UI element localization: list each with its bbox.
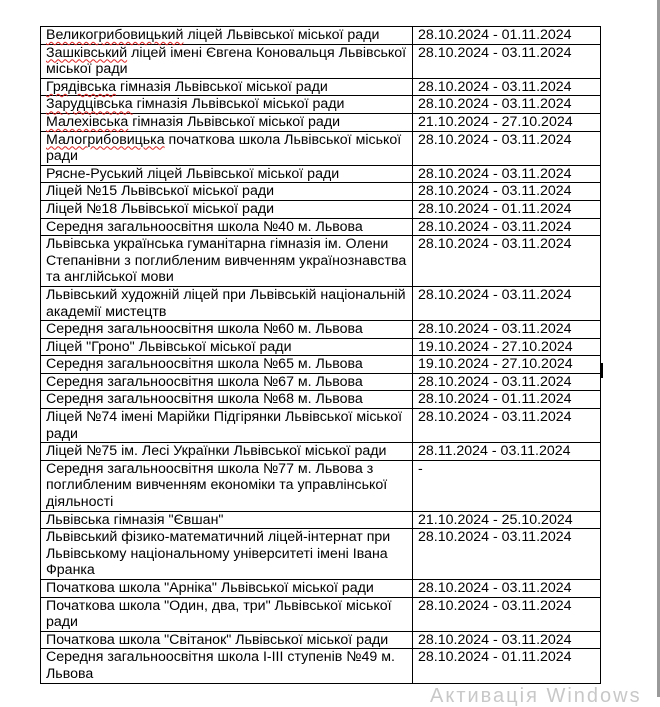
table-row	[41, 391, 601, 409]
date-range-cell[interactable]: 21.10.2024 - 25.10.2024	[413, 511, 601, 529]
spellcheck-flagged-word: Малогрибовицька	[46, 131, 165, 148]
school-name-cell[interactable]	[41, 460, 413, 511]
school-name-cell[interactable]	[41, 409, 413, 443]
date-range-cell[interactable]: 28.10.2024 - 03.11.2024	[413, 131, 601, 165]
school-name-cell[interactable]	[41, 286, 413, 320]
date-range-cell[interactable]: 28.10.2024 - 01.11.2024	[413, 200, 601, 218]
date-range-cell[interactable]: 28.10.2024 - 01.11.2024	[413, 391, 601, 409]
school-name-cell[interactable]	[41, 529, 413, 580]
table-row	[41, 200, 601, 218]
table-row	[41, 183, 601, 201]
date-range-cell[interactable]: 28.10.2024 - 03.11.2024	[413, 96, 601, 114]
school-name: Ліцей №15 Львівської міської ради	[46, 183, 275, 200]
date-range-cell[interactable]: 28.10.2024 - 03.11.2024	[413, 409, 601, 443]
school-name: Рясне-Руський ліцей Львівської міської ради	[46, 165, 340, 182]
schedule-table	[40, 26, 601, 684]
school-name: ліцей імені Євгена Коновальця Львівської міської ради	[46, 44, 407, 78]
date-range-cell[interactable]: 28.10.2024 - 03.11.2024	[413, 218, 601, 236]
table-row	[41, 529, 601, 580]
table-row	[41, 286, 601, 320]
school-name-cell[interactable]	[41, 649, 413, 683]
date-range-cell[interactable]: 19.10.2024 - 27.10.2024	[413, 356, 601, 374]
school-name: Середня загальноосвітня школа №67 м. Львова	[46, 373, 363, 390]
date-range-cell[interactable]: 19.10.2024 - 27.10.2024	[413, 338, 601, 356]
school-name: Початкова школа "Один, два, три" Львівської міської ради	[46, 597, 392, 631]
school-name: Початкова школа "Світанок" Львівської міської ради	[46, 631, 389, 648]
date-range-cell[interactable]: -	[413, 460, 601, 511]
date-range-cell[interactable]: 21.10.2024 - 27.10.2024	[413, 113, 601, 131]
table-row	[41, 27, 601, 45]
school-name-cell[interactable]	[41, 183, 413, 201]
table-row	[41, 356, 601, 374]
school-name: Початкова школа "Арніка" Львівської міської ради	[46, 580, 374, 596]
school-name: гімназія Львівської міської ради	[132, 96, 345, 113]
school-name: Середня загальноосвітня школа №60 м. Львова	[46, 321, 363, 338]
date-range-cell[interactable]: 28.10.2024 - 03.11.2024	[413, 78, 601, 96]
date-range-cell[interactable]: 28.10.2024 - 03.11.2024	[413, 529, 601, 580]
table-row	[41, 373, 601, 391]
school-name-cell[interactable]	[41, 511, 413, 529]
school-name: Львівський художній ліцей при Львівській національній академії мистецтв	[46, 286, 406, 320]
school-name: Ліцей №18 Львівської міської ради	[46, 200, 275, 217]
date-range-cell[interactable]: 28.10.2024 - 03.11.2024	[413, 165, 601, 183]
school-name-cell[interactable]	[41, 443, 413, 461]
spellcheck-flagged-word: Малехівська	[46, 113, 129, 130]
table-row	[41, 338, 601, 356]
table-row	[41, 96, 601, 114]
spellcheck-flagged-word: Зарудцівська	[46, 96, 133, 113]
spellcheck-flagged-word: Грядівська	[46, 78, 117, 95]
date-range-cell[interactable]: 28.10.2024 - 03.11.2024	[413, 373, 601, 391]
date-range-cell[interactable]: 28.10.2024 - 03.11.2024	[413, 44, 601, 78]
date-range-cell[interactable]: 28.10.2024 - 01.11.2024	[413, 649, 601, 683]
school-name: Середня загальноосвітня школа І-ІІІ ступенів №49 м. Львова	[46, 649, 395, 682]
school-name: початкова школа Львівської міської ради	[46, 131, 402, 165]
school-name-cell[interactable]	[41, 338, 413, 356]
table-row	[41, 236, 601, 287]
date-range-cell[interactable]: 28.11.2024 - 03.11.2024	[413, 443, 601, 461]
school-name-cell[interactable]	[41, 236, 413, 287]
spellcheck-flagged-word: Зашківський	[46, 44, 128, 61]
school-name-cell[interactable]	[41, 165, 413, 183]
table-row	[41, 409, 601, 443]
text-cursor	[601, 363, 603, 378]
table-row	[41, 218, 601, 236]
date-range-cell[interactable]: 28.10.2024 - 01.11.2024	[413, 27, 601, 45]
date-range-cell[interactable]: 28.10.2024 - 03.11.2024	[413, 236, 601, 287]
school-name: Середня загальноосвітня школа №77 м. Львова з поглибленим вивченням економіки та управлінської діяльності	[46, 460, 388, 511]
school-name-cell[interactable]	[41, 391, 413, 409]
table-row	[41, 580, 601, 598]
school-name-cell[interactable]	[41, 580, 413, 598]
table-row	[41, 460, 601, 511]
school-name-cell[interactable]	[41, 96, 413, 114]
table-row	[41, 649, 601, 683]
table-row	[41, 321, 601, 339]
table-row	[41, 511, 601, 529]
school-name-cell[interactable]	[41, 597, 413, 631]
date-range-cell[interactable]: 28.10.2024 - 03.11.2024	[413, 631, 601, 649]
school-name-cell[interactable]	[41, 218, 413, 236]
date-range-cell[interactable]: 28.10.2024 - 03.11.2024	[413, 597, 601, 631]
school-name-cell[interactable]	[41, 131, 413, 165]
date-range-cell[interactable]: 28.10.2024 - 03.11.2024	[413, 321, 601, 339]
school-name: гімназія Львівської міської ради	[116, 78, 328, 95]
school-name: Ліцей "Гроно" Львівської міської ради	[46, 338, 292, 355]
table-row	[41, 131, 601, 165]
school-name: Ліцей №75 ім. Лесі Українки Львівської міської ради	[46, 443, 387, 460]
school-name: ліцей Львівської міської ради	[183, 27, 380, 43]
activation-watermark: Активація Windows	[430, 685, 642, 707]
school-name: Львівська українська гуманітарна гімназія ім. Олени Степанівни з поглибленим вивченням українознавства та англійської мови	[46, 236, 407, 286]
school-name-cell[interactable]	[41, 113, 413, 131]
date-range-cell[interactable]: 28.10.2024 - 03.11.2024	[413, 286, 601, 320]
table-row	[41, 113, 601, 131]
school-name-cell[interactable]	[41, 356, 413, 374]
school-name-cell[interactable]	[41, 44, 413, 78]
school-name: Середня загальноосвітня школа №65 м. Львова	[46, 356, 363, 373]
school-name-cell[interactable]	[41, 631, 413, 649]
school-name-cell[interactable]	[41, 78, 413, 96]
date-range-cell[interactable]: 28.10.2024 - 03.11.2024	[413, 580, 601, 598]
table-row	[41, 631, 601, 649]
school-name-cell[interactable]	[41, 373, 413, 391]
school-name: Львівський фізико-математичний ліцей-інтернат при Львівському національному університеті імені Івана Франка	[46, 529, 391, 579]
school-name-cell[interactable]	[41, 321, 413, 339]
spellcheck-flagged-word: Великогрибовицький	[46, 27, 184, 43]
school-name: Ліцей №74 імені Марійки Підгірянки Львівської міської ради	[46, 409, 403, 442]
date-range-cell[interactable]: 28.10.2024 - 03.11.2024	[413, 183, 601, 201]
school-name: гімназія Львівської міської ради	[128, 113, 341, 130]
school-name-cell[interactable]	[41, 200, 413, 218]
table-row	[41, 44, 601, 78]
school-name-cell[interactable]	[41, 27, 413, 45]
school-name: Львівська гімназія "Євшан"	[46, 511, 224, 528]
table-row	[41, 597, 601, 631]
table-row	[41, 443, 601, 461]
school-name: Середня загальноосвітня школа №68 м. Львова	[46, 391, 363, 408]
table-row	[41, 165, 601, 183]
school-name: Середня загальноосвітня школа №40 м. Львова	[46, 218, 363, 235]
table-row	[41, 78, 601, 96]
